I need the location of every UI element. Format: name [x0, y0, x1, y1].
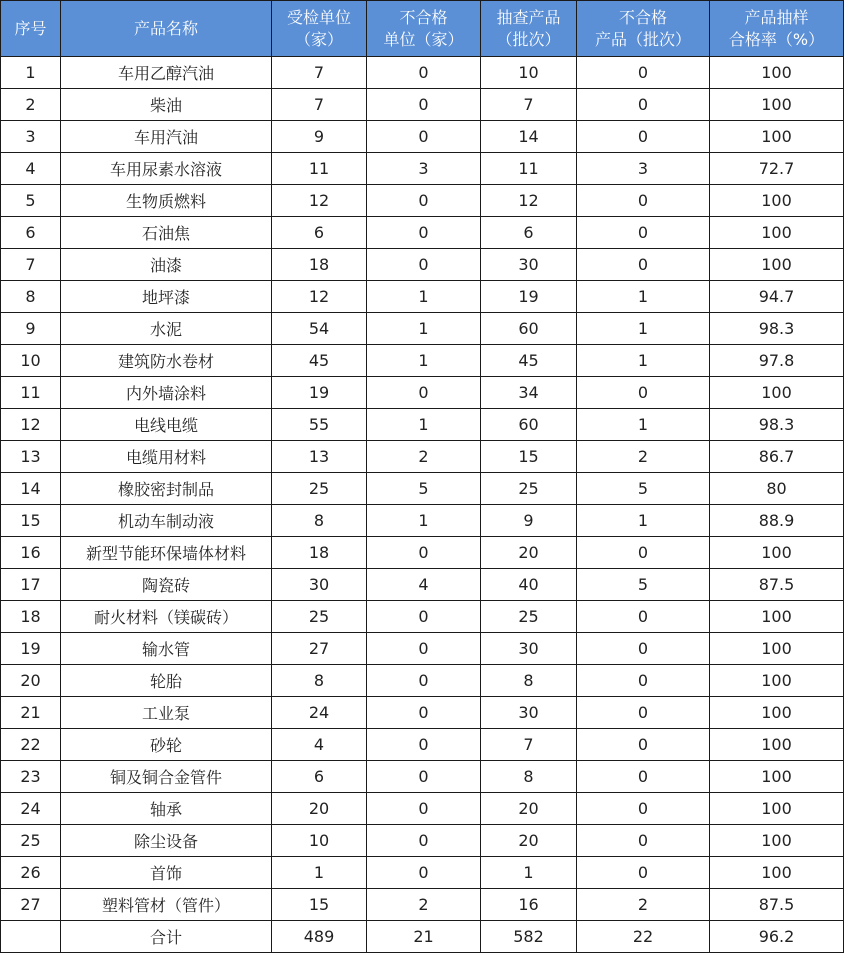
- cell-unqualified-units: 2: [367, 441, 481, 473]
- cell-unqualified-batches: 1: [577, 505, 710, 537]
- cell-seq: 21: [1, 697, 61, 729]
- cell-unqualified-batches: 0: [577, 857, 710, 889]
- cell-sampled-batches: 9: [481, 505, 577, 537]
- cell-unqualified-units: 0: [367, 793, 481, 825]
- cell-pass-rate: 86.7: [710, 441, 844, 473]
- cell-sampled-batches: 10: [481, 57, 577, 89]
- table-row: [1, 313, 844, 345]
- cell-unqualified-batches: 0: [577, 89, 710, 121]
- header-product-name: 产品名称: [61, 1, 272, 57]
- cell-unqualified-batches: 22: [577, 921, 710, 953]
- cell-product-name: 机动车制动液: [61, 505, 272, 537]
- cell-product-name: 内外墙涂料: [61, 377, 272, 409]
- cell-pass-rate: 97.8: [710, 345, 844, 377]
- cell-product-name: 油漆: [61, 249, 272, 281]
- cell-inspected-units: 7: [272, 89, 367, 121]
- cell-pass-rate: 100: [710, 537, 844, 569]
- table-row: [1, 825, 844, 857]
- cell-pass-rate: 87.5: [710, 889, 844, 921]
- cell-sampled-batches: 11: [481, 153, 577, 185]
- cell-sampled-batches: 40: [481, 569, 577, 601]
- cell-pass-rate: 100: [710, 377, 844, 409]
- cell-seq: 1: [1, 57, 61, 89]
- cell-unqualified-units: 0: [367, 537, 481, 569]
- cell-sampled-batches: 25: [481, 601, 577, 633]
- cell-unqualified-batches: 0: [577, 825, 710, 857]
- cell-unqualified-units: 1: [367, 345, 481, 377]
- cell-unqualified-batches: 0: [577, 537, 710, 569]
- table-row: [1, 633, 844, 665]
- cell-pass-rate: 96.2: [710, 921, 844, 953]
- cell-sampled-batches: 25: [481, 473, 577, 505]
- cell-sampled-batches: 20: [481, 825, 577, 857]
- table-row: [1, 281, 844, 313]
- cell-product-name: 砂轮: [61, 729, 272, 761]
- cell-sampled-batches: 8: [481, 761, 577, 793]
- cell-inspected-units: 20: [272, 793, 367, 825]
- cell-seq: 18: [1, 601, 61, 633]
- cell-unqualified-units: 21: [367, 921, 481, 953]
- cell-unqualified-batches: 2: [577, 889, 710, 921]
- cell-unqualified-units: 0: [367, 89, 481, 121]
- cell-seq: 16: [1, 537, 61, 569]
- cell-inspected-units: 4: [272, 729, 367, 761]
- cell-product-name: 电线电缆: [61, 409, 272, 441]
- cell-product-name: 塑料管材（管件）: [61, 889, 272, 921]
- cell-pass-rate: 94.7: [710, 281, 844, 313]
- table-row: [1, 857, 844, 889]
- cell-unqualified-batches: 0: [577, 665, 710, 697]
- cell-unqualified-batches: 2: [577, 441, 710, 473]
- cell-inspected-units: 55: [272, 409, 367, 441]
- cell-product-name: 生物质燃料: [61, 185, 272, 217]
- total-row: [1, 921, 844, 953]
- cell-unqualified-units: 3: [367, 153, 481, 185]
- cell-unqualified-units: 1: [367, 409, 481, 441]
- cell-unqualified-batches: 3: [577, 153, 710, 185]
- header-seq: 序号: [1, 1, 61, 57]
- cell-pass-rate: 100: [710, 793, 844, 825]
- header-sampled-batches: 抽查产品 （批次）: [481, 1, 577, 57]
- cell-unqualified-batches: 0: [577, 121, 710, 153]
- cell-inspected-units: 8: [272, 665, 367, 697]
- table-row: [1, 89, 844, 121]
- header-unqualified-batches: 不合格 产品（批次）: [577, 1, 710, 57]
- cell-inspected-units: 13: [272, 441, 367, 473]
- cell-seq: 15: [1, 505, 61, 537]
- table-row: [1, 249, 844, 281]
- cell-sampled-batches: 19: [481, 281, 577, 313]
- cell-pass-rate: 100: [710, 857, 844, 889]
- table-row: [1, 505, 844, 537]
- cell-seq: 2: [1, 89, 61, 121]
- cell-unqualified-batches: 0: [577, 249, 710, 281]
- table-row: [1, 793, 844, 825]
- table-row: [1, 569, 844, 601]
- cell-sampled-batches: 1: [481, 857, 577, 889]
- cell-sampled-batches: 8: [481, 665, 577, 697]
- cell-pass-rate: 100: [710, 89, 844, 121]
- cell-sampled-batches: 60: [481, 313, 577, 345]
- cell-seq: 9: [1, 313, 61, 345]
- cell-inspected-units: 15: [272, 889, 367, 921]
- cell-seq: 3: [1, 121, 61, 153]
- cell-unqualified-batches: 1: [577, 345, 710, 377]
- cell-inspected-units: 7: [272, 57, 367, 89]
- table-row: [1, 601, 844, 633]
- cell-unqualified-units: 0: [367, 825, 481, 857]
- cell-sampled-batches: 14: [481, 121, 577, 153]
- cell-unqualified-batches: 0: [577, 185, 710, 217]
- cell-unqualified-units: 0: [367, 121, 481, 153]
- cell-inspected-units: 19: [272, 377, 367, 409]
- cell-product-name: 橡胶密封制品: [61, 473, 272, 505]
- table-row: [1, 57, 844, 89]
- cell-product-name: 首饰: [61, 857, 272, 889]
- cell-unqualified-units: 0: [367, 57, 481, 89]
- cell-seq: 25: [1, 825, 61, 857]
- cell-unqualified-units: 1: [367, 313, 481, 345]
- cell-sampled-batches: 6: [481, 217, 577, 249]
- cell-inspected-units: 12: [272, 281, 367, 313]
- table-header-row: [1, 1, 844, 57]
- cell-unqualified-batches: 0: [577, 57, 710, 89]
- cell-inspected-units: 30: [272, 569, 367, 601]
- cell-seq: 5: [1, 185, 61, 217]
- table-row: [1, 217, 844, 249]
- cell-pass-rate: 100: [710, 57, 844, 89]
- cell-inspected-units: 489: [272, 921, 367, 953]
- cell-seq: 7: [1, 249, 61, 281]
- cell-pass-rate: 87.5: [710, 569, 844, 601]
- cell-product-name: 除尘设备: [61, 825, 272, 857]
- cell-inspected-units: 18: [272, 537, 367, 569]
- cell-pass-rate: 100: [710, 185, 844, 217]
- cell-inspected-units: 1: [272, 857, 367, 889]
- table-row: [1, 153, 844, 185]
- cell-sampled-batches: 16: [481, 889, 577, 921]
- cell-inspected-units: 10: [272, 825, 367, 857]
- cell-unqualified-batches: 0: [577, 633, 710, 665]
- cell-pass-rate: 100: [710, 217, 844, 249]
- cell-seq: 19: [1, 633, 61, 665]
- cell-product-name: 工业泵: [61, 697, 272, 729]
- cell-inspected-units: 18: [272, 249, 367, 281]
- cell-unqualified-batches: 5: [577, 569, 710, 601]
- cell-product-name: 耐火材料（镁碳砖）: [61, 601, 272, 633]
- table-row: [1, 377, 844, 409]
- cell-sampled-batches: 7: [481, 89, 577, 121]
- table-row: [1, 761, 844, 793]
- cell-unqualified-units: 0: [367, 217, 481, 249]
- cell-seq: 20: [1, 665, 61, 697]
- cell-product-name: 车用尿素水溶液: [61, 153, 272, 185]
- cell-inspected-units: 25: [272, 473, 367, 505]
- table-row: [1, 665, 844, 697]
- cell-sampled-batches: 30: [481, 249, 577, 281]
- cell-seq: 11: [1, 377, 61, 409]
- cell-unqualified-batches: 0: [577, 601, 710, 633]
- cell-unqualified-batches: 0: [577, 697, 710, 729]
- cell-seq: 26: [1, 857, 61, 889]
- cell-sampled-batches: 30: [481, 633, 577, 665]
- cell-pass-rate: 88.9: [710, 505, 844, 537]
- cell-product-name: 车用乙醇汽油: [61, 57, 272, 89]
- cell-seq: 22: [1, 729, 61, 761]
- table-row: [1, 345, 844, 377]
- cell-seq: 12: [1, 409, 61, 441]
- cell-inspected-units: 12: [272, 185, 367, 217]
- cell-unqualified-units: 0: [367, 249, 481, 281]
- cell-unqualified-units: 4: [367, 569, 481, 601]
- cell-product-name: 水泥: [61, 313, 272, 345]
- cell-unqualified-units: 0: [367, 857, 481, 889]
- cell-seq: 10: [1, 345, 61, 377]
- cell-pass-rate: 100: [710, 249, 844, 281]
- cell-pass-rate: 100: [710, 601, 844, 633]
- cell-unqualified-batches: 1: [577, 281, 710, 313]
- cell-product-name: 石油焦: [61, 217, 272, 249]
- table-row: [1, 889, 844, 921]
- cell-seq: [1, 921, 61, 953]
- cell-sampled-batches: 34: [481, 377, 577, 409]
- cell-unqualified-units: 0: [367, 633, 481, 665]
- table-row: [1, 473, 844, 505]
- cell-product-name: 柴油: [61, 89, 272, 121]
- table-row: [1, 441, 844, 473]
- header-pass-rate: 产品抽样 合格率（%）: [710, 1, 844, 57]
- cell-unqualified-units: 0: [367, 697, 481, 729]
- table-row: [1, 185, 844, 217]
- cell-product-name: 电缆用材料: [61, 441, 272, 473]
- cell-unqualified-batches: 1: [577, 313, 710, 345]
- cell-unqualified-units: 1: [367, 505, 481, 537]
- cell-unqualified-units: 0: [367, 761, 481, 793]
- cell-inspected-units: 25: [272, 601, 367, 633]
- cell-unqualified-units: 2: [367, 889, 481, 921]
- cell-sampled-batches: 30: [481, 697, 577, 729]
- cell-inspected-units: 6: [272, 217, 367, 249]
- cell-inspected-units: 24: [272, 697, 367, 729]
- cell-product-name: 输水管: [61, 633, 272, 665]
- cell-inspected-units: 54: [272, 313, 367, 345]
- cell-seq: 23: [1, 761, 61, 793]
- cell-product-name: 铜及铜合金管件: [61, 761, 272, 793]
- cell-sampled-batches: 7: [481, 729, 577, 761]
- cell-unqualified-units: 5: [367, 473, 481, 505]
- cell-pass-rate: 100: [710, 697, 844, 729]
- cell-seq: 27: [1, 889, 61, 921]
- cell-sampled-batches: 582: [481, 921, 577, 953]
- cell-seq: 17: [1, 569, 61, 601]
- cell-pass-rate: 100: [710, 825, 844, 857]
- cell-sampled-batches: 20: [481, 793, 577, 825]
- cell-sampled-batches: 12: [481, 185, 577, 217]
- cell-sampled-batches: 45: [481, 345, 577, 377]
- cell-unqualified-batches: 5: [577, 473, 710, 505]
- table-row: [1, 121, 844, 153]
- cell-unqualified-units: 0: [367, 665, 481, 697]
- cell-product-name: 轮胎: [61, 665, 272, 697]
- cell-unqualified-units: 0: [367, 377, 481, 409]
- table-row: [1, 537, 844, 569]
- header-inspected-units: 受检单位 （家）: [272, 1, 367, 57]
- cell-sampled-batches: 20: [481, 537, 577, 569]
- cell-inspected-units: 11: [272, 153, 367, 185]
- cell-unqualified-batches: 0: [577, 377, 710, 409]
- cell-seq: 6: [1, 217, 61, 249]
- cell-sampled-batches: 60: [481, 409, 577, 441]
- cell-product-name: 陶瓷砖: [61, 569, 272, 601]
- header-unqualified-units: 不合格 单位（家）: [367, 1, 481, 57]
- cell-seq: 14: [1, 473, 61, 505]
- cell-seq: 8: [1, 281, 61, 313]
- cell-pass-rate: 100: [710, 729, 844, 761]
- cell-product-name: 建筑防水卷材: [61, 345, 272, 377]
- cell-unqualified-batches: 0: [577, 761, 710, 793]
- cell-seq: 13: [1, 441, 61, 473]
- cell-pass-rate: 98.3: [710, 409, 844, 441]
- cell-unqualified-units: 1: [367, 281, 481, 313]
- cell-pass-rate: 100: [710, 665, 844, 697]
- cell-unqualified-units: 0: [367, 601, 481, 633]
- cell-inspected-units: 8: [272, 505, 367, 537]
- cell-product-name: 新型节能环保墙体材料: [61, 537, 272, 569]
- cell-product-name: 轴承: [61, 793, 272, 825]
- table-row: [1, 409, 844, 441]
- cell-pass-rate: 100: [710, 761, 844, 793]
- cell-seq: 24: [1, 793, 61, 825]
- cell-product-name: 合计: [61, 921, 272, 953]
- cell-unqualified-units: 0: [367, 729, 481, 761]
- cell-unqualified-batches: 0: [577, 729, 710, 761]
- cell-inspected-units: 45: [272, 345, 367, 377]
- cell-unqualified-batches: 0: [577, 217, 710, 249]
- cell-seq: 4: [1, 153, 61, 185]
- cell-pass-rate: 72.7: [710, 153, 844, 185]
- cell-sampled-batches: 15: [481, 441, 577, 473]
- cell-unqualified-batches: 0: [577, 793, 710, 825]
- cell-pass-rate: 100: [710, 633, 844, 665]
- cell-pass-rate: 100: [710, 121, 844, 153]
- cell-pass-rate: 98.3: [710, 313, 844, 345]
- cell-inspected-units: 27: [272, 633, 367, 665]
- table-row: [1, 729, 844, 761]
- table-row: [1, 697, 844, 729]
- table-body: [1, 57, 844, 953]
- cell-inspected-units: 6: [272, 761, 367, 793]
- cell-product-name: 地坪漆: [61, 281, 272, 313]
- cell-product-name: 车用汽油: [61, 121, 272, 153]
- cell-pass-rate: 80: [710, 473, 844, 505]
- cell-unqualified-units: 0: [367, 185, 481, 217]
- cell-unqualified-batches: 1: [577, 409, 710, 441]
- cell-inspected-units: 9: [272, 121, 367, 153]
